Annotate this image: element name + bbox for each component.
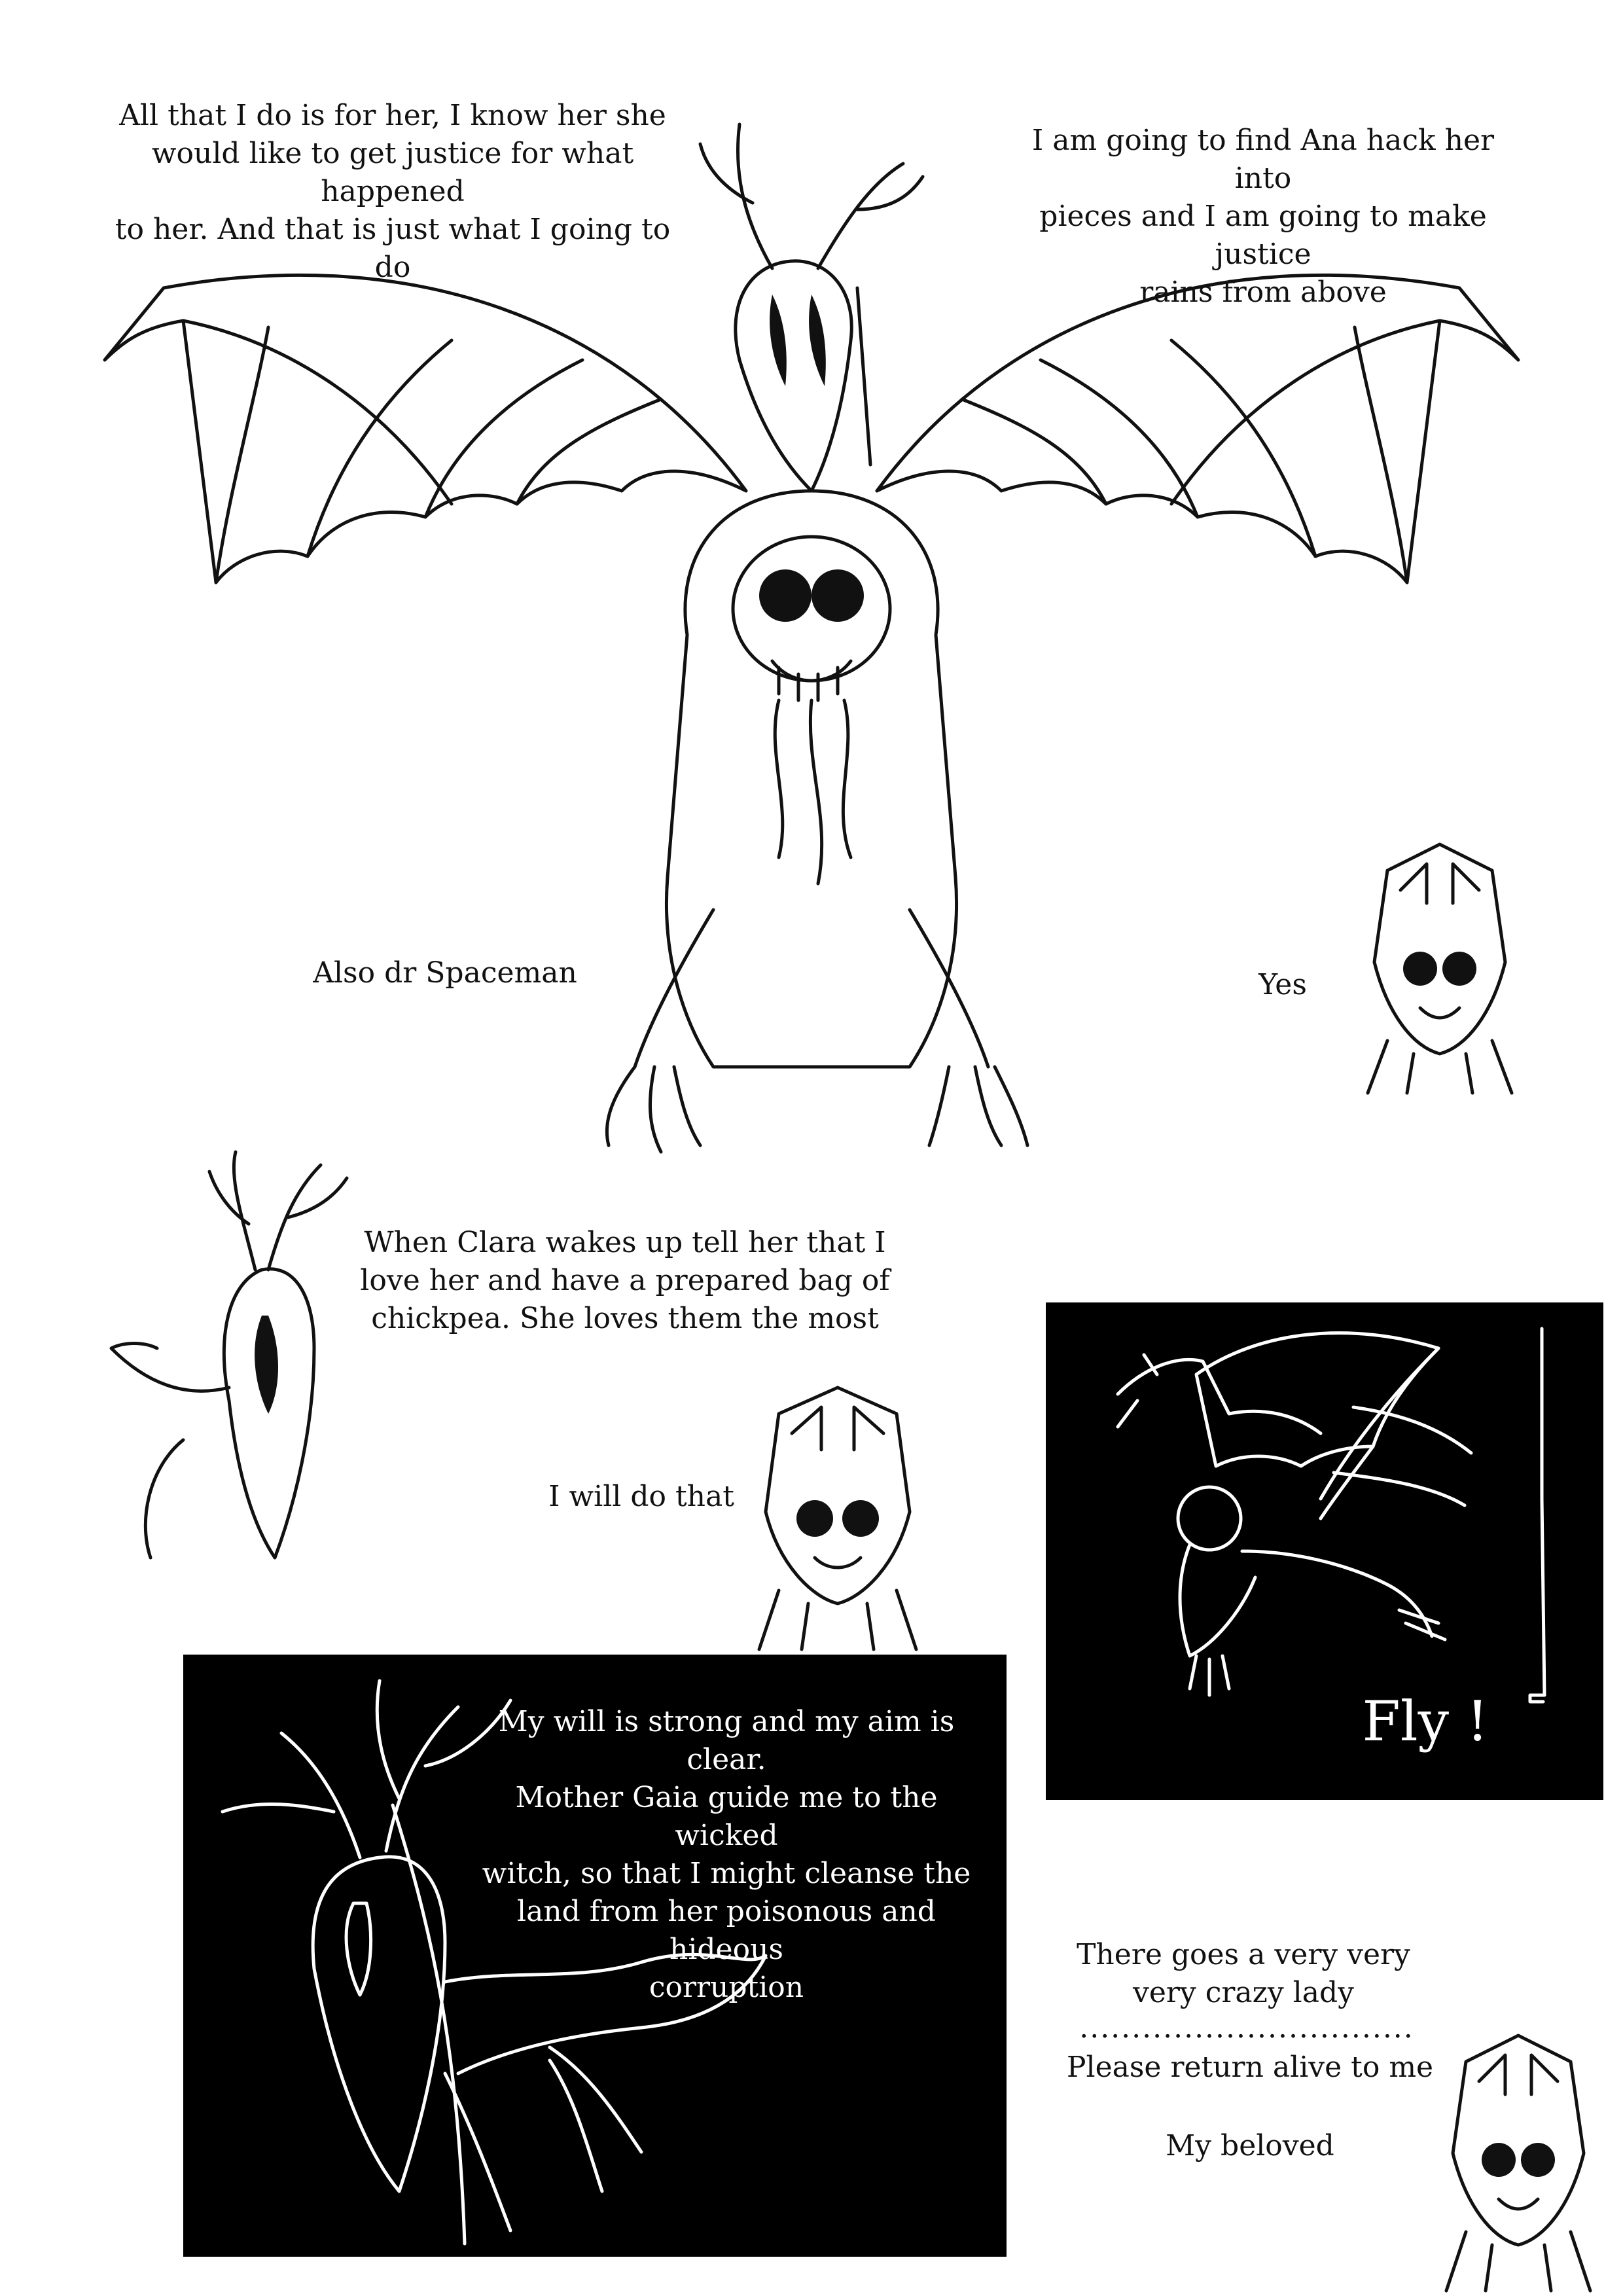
panel-prayer <box>183 1655 1007 2257</box>
speech-yes: Yes <box>1258 968 1307 1001</box>
speech-my-beloved: My beloved <box>1166 2129 1334 2162</box>
speech-prayer: My will is strong and my aim is clear. Mother Gaia guide me to the wicked witch, so that I might cleanse the land from her poisonous and hideous corruption <box>482 1705 971 2004</box>
speech-also-dr-spaceman: Also dr Spaceman <box>313 956 577 990</box>
speech-clara: When Clara wakes up tell her that I love her and have a prepared bag of chickpea. She loves them the most <box>360 1226 890 1335</box>
panel-flying-dragon <box>1046 1302 1603 1800</box>
masked-character-3 <box>1440 2036 1597 2291</box>
masked-character-2 <box>746 1388 929 1649</box>
masked-character-1 <box>1361 844 1518 1093</box>
speech-top-left: All that I do is for her, I know her she would like to get justice for what happened to her. And that is just what I going to do <box>115 99 671 284</box>
speech-i-will-do-that: I will do that <box>548 1480 734 1513</box>
antlered-skull-head <box>98 1152 380 1571</box>
speech-return-alive: Please return alive to me <box>1066 2051 1434 2084</box>
speech-top-right: I am going to find Ana hack her into pieces and I am going to make justice rains from above <box>1031 124 1495 309</box>
speech-fly: Fly ! <box>1362 1689 1489 1753</box>
dotted-separator: ................................ <box>1079 2011 1414 2045</box>
speech-crazy-lady: There goes a very very very crazy lady <box>1077 1938 1410 2009</box>
